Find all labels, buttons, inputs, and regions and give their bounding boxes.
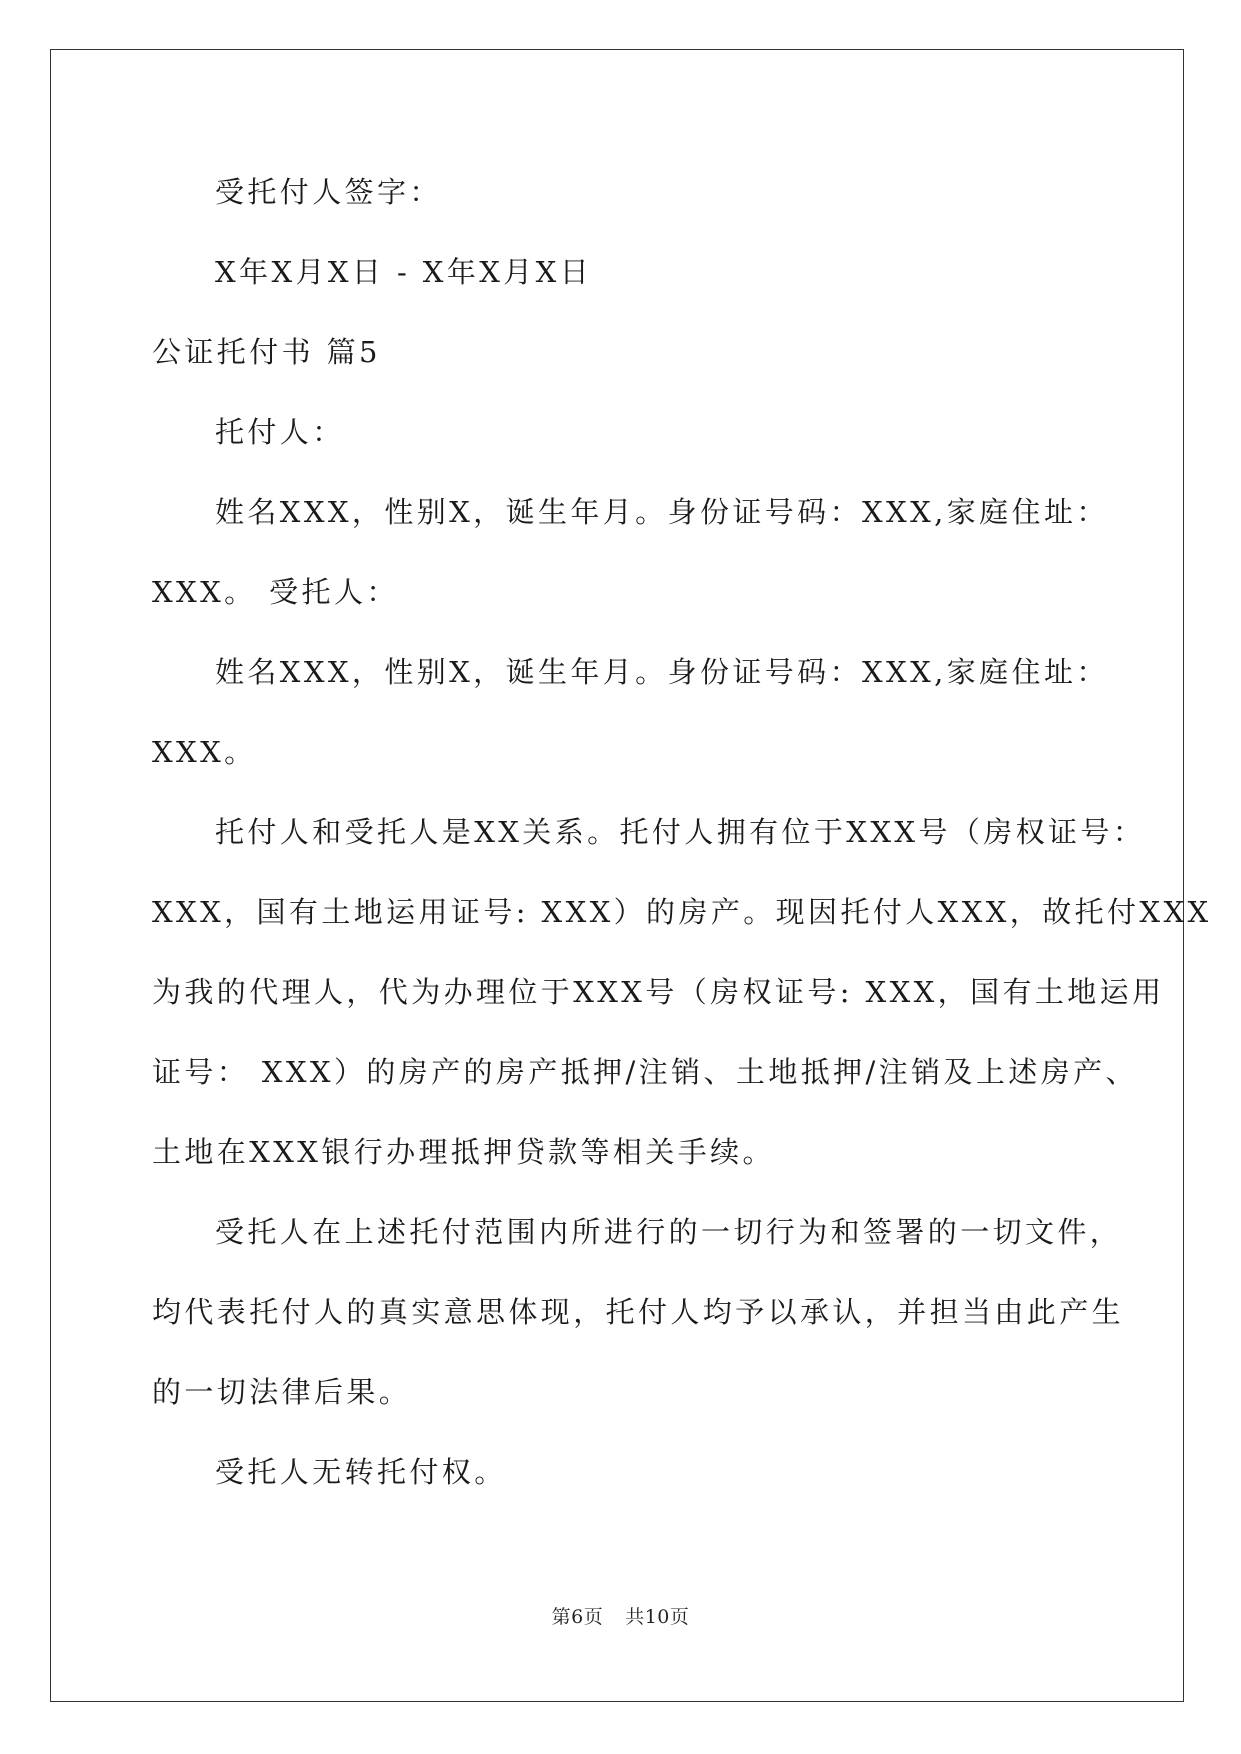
body-paragraph-line: 均代表托付人的真实意思体现，托付人均予以承认，并担当由此产生: [152, 1295, 1125, 1329]
body-paragraph-line: 受托人在上述托付范围内所进行的一切行为和签署的一切文件，: [215, 1215, 1123, 1249]
page-footer: [0, 1604, 1241, 1630]
principal-heading: 托付人：: [215, 415, 345, 449]
body-paragraph-line: 托付人和受托人是XX关系。托付人拥有位于XXX号（房权证号：: [215, 815, 1146, 849]
body-paragraph-line: 土地在XXX银行办理抵押贷款等相关手续。: [152, 1135, 775, 1169]
date-range-line: X年X月X日 - X年X月X日: [215, 255, 593, 289]
principal-info-line: 姓名XXX，性别X，诞生年月。身份证号码：XXX,家庭住址：: [215, 495, 1109, 529]
page-number: 第6页: [551, 1606, 604, 1628]
agent-address-line: XXX。: [152, 735, 257, 769]
body-paragraph-line: 为我的代理人，代为办理位于XXX号（房权证号: XXX，国有土地运用: [152, 975, 1165, 1009]
body-paragraph-line: 证号： XXX）的房产的房产抵押/注销、土地抵押/注销及上述房产、: [152, 1055, 1138, 1089]
section-title: 公证托付书 篇5: [152, 335, 381, 369]
agent-info-line: 姓名XXX，性别X，诞生年月。身份证号码：XXX,家庭住址：: [215, 655, 1109, 689]
agent-heading-line: XXX。 受托人：: [152, 575, 399, 609]
body-paragraph-line: XXX，国有土地运用证号: XXX）的房产。现因托付人XXX，故托付XXX: [152, 895, 1212, 929]
signature-line: 受托付人签字：: [215, 175, 442, 209]
body-paragraph-line: 的一切法律后果。: [152, 1375, 412, 1409]
page-total: 共10页: [625, 1606, 690, 1628]
no-subdelegation-line: 受托人无转托付权。: [215, 1455, 507, 1489]
